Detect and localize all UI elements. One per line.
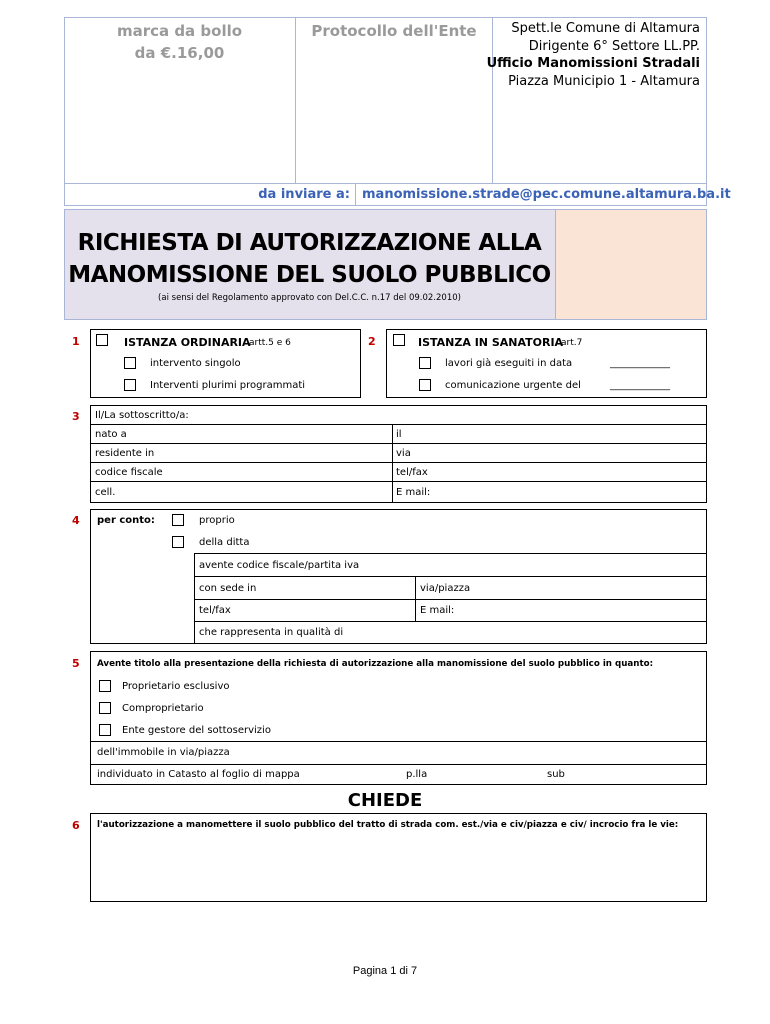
- section-5-option-3: Ente gestore del sottoservizio: [122, 725, 271, 736]
- recipient-line-1: Spett.le Comune di Altamura: [511, 21, 700, 36]
- section-1-articles: artt.5 e 6: [249, 338, 291, 348]
- section-2-option-1: lavori già eseguiti in data: [445, 358, 573, 369]
- section-5-option-3-checkbox[interactable]: [99, 724, 111, 736]
- title-subtitle: (ai sensi del Regolamento approvato con Del.C.C. n.17 del 09.02.2010): [158, 293, 461, 303]
- title-line-2: MANOMISSIONE DEL SUOLO PUBBLICO: [68, 262, 551, 288]
- property-street-label[interactable]: dell'immobile in via/piazza: [97, 747, 230, 758]
- section-4-label: per conto:: [97, 515, 155, 526]
- born-in-label[interactable]: nato a: [95, 429, 127, 440]
- send-to-label: da inviare a:: [258, 187, 350, 202]
- section-4-hline-2: [194, 576, 707, 577]
- section-2-checkbox[interactable]: [393, 334, 405, 346]
- section-2-option-1-checkbox[interactable]: [419, 357, 431, 369]
- header-divider-2: [492, 17, 493, 183]
- section-1-option-2: Interventi plurimi programmati: [150, 380, 306, 391]
- section-3-label: Il/La sottoscritto/a:: [95, 410, 189, 421]
- stamp-line-1: marca da bollo: [116, 22, 243, 40]
- section-4-hline-3: [194, 599, 707, 600]
- company-tax-id-label[interactable]: avente codice fiscale/partita iva: [199, 560, 360, 571]
- section-2-blank-1[interactable]: ____________: [610, 358, 670, 369]
- section-1-option-1-checkbox[interactable]: [124, 357, 136, 369]
- header-divider-h: [64, 183, 707, 184]
- section-3-hline-4: [90, 481, 707, 482]
- fiscal-code-label[interactable]: codice fiscale: [95, 467, 163, 478]
- section-5-heading: Avente titolo alla presentazione della richiesta di autorizzazione alla manomissione del suolo pubblico in quanto:: [97, 659, 654, 669]
- company-seat-label[interactable]: con sede in: [199, 583, 257, 594]
- header-divider-3: [355, 183, 356, 206]
- section-4-option-1-checkbox[interactable]: [172, 514, 184, 526]
- company-phone-label[interactable]: tel/fax: [199, 605, 231, 616]
- section-2-option-2: comunicazione urgente del: [445, 380, 581, 391]
- section-4-option-1: proprio: [199, 515, 235, 526]
- parcel-label[interactable]: p.lla: [406, 769, 428, 780]
- email-label[interactable]: E mail:: [396, 487, 431, 498]
- stamp-line-2: da €.16,00: [134, 44, 225, 62]
- cadastre-sheet-label[interactable]: individuato in Catasto al foglio di mappa: [97, 769, 300, 780]
- section-1-option-1: intervento singolo: [150, 358, 241, 369]
- section-2-blank-2[interactable]: ____________: [610, 380, 670, 391]
- section-6-number: 6: [72, 819, 80, 832]
- section-1-number: 1: [72, 335, 80, 348]
- section-2-heading: ISTANZA IN SANATORIA: [418, 336, 564, 349]
- recipient-line-4: Piazza Municipio 1 - Altamura: [508, 74, 700, 89]
- header-divider-1: [295, 17, 296, 183]
- section-2-articles: art.7: [561, 338, 583, 348]
- section-3-hline-3: [90, 462, 707, 463]
- section-3-hline-1: [90, 424, 707, 425]
- section-1-checkbox[interactable]: [96, 334, 108, 346]
- section-1-option-2-checkbox[interactable]: [124, 379, 136, 391]
- section-3-number: 3: [72, 410, 80, 423]
- section-5-number: 5: [72, 657, 80, 670]
- section-4-number: 4: [72, 514, 80, 527]
- section-5-hline-2: [90, 764, 707, 765]
- chiede-heading: CHIEDE: [347, 790, 423, 811]
- recipient-line-2: Dirigente 6° Settore LL.PP.: [528, 39, 700, 54]
- resident-in-label[interactable]: residente in: [95, 448, 155, 459]
- section-4-option-2: della ditta: [199, 537, 250, 548]
- phone-fax-label[interactable]: tel/fax: [396, 467, 428, 478]
- sub-label[interactable]: sub: [547, 769, 565, 780]
- company-street-label[interactable]: via/piazza: [420, 583, 471, 594]
- section-2-option-2-checkbox[interactable]: [419, 379, 431, 391]
- section-3-vline: [392, 424, 393, 503]
- title-line-1: RICHIESTA DI AUTORIZZAZIONE ALLA: [77, 230, 542, 256]
- section-6-heading: l'autorizzazione a manomettere il suolo pubblico del tratto di strada com. est./via e civ/piazza e civ/ incrocio fra le vie:: [97, 820, 679, 830]
- section-4-option-2-checkbox[interactable]: [172, 536, 184, 548]
- section-5-option-2: Comproprietario: [122, 703, 204, 714]
- section-5-option-2-checkbox[interactable]: [99, 702, 111, 714]
- section-5-hline-1: [90, 741, 707, 742]
- street-label[interactable]: via: [396, 448, 411, 459]
- section-5-option-1-checkbox[interactable]: [99, 680, 111, 692]
- section-5-option-1: Proprietario esclusivo: [122, 681, 230, 692]
- protocol-label: Protocollo dell'Ente: [311, 22, 477, 40]
- recipient-line-3: Ufficio Manomissioni Stradali: [486, 56, 700, 71]
- section-2-number: 2: [368, 335, 376, 348]
- mobile-label[interactable]: cell.: [95, 487, 116, 498]
- section-1-heading: ISTANZA ORDINARIA: [124, 336, 251, 349]
- section-4-hline-4: [194, 621, 707, 622]
- section-4-vline-2: [415, 576, 416, 621]
- section-4-hline-1: [194, 553, 707, 554]
- page-number: Pagina 1 di 7: [352, 965, 418, 977]
- title-side-box: [555, 210, 706, 319]
- company-email-label[interactable]: E mail:: [420, 605, 455, 616]
- representative-role-label[interactable]: che rappresenta in qualità di: [199, 627, 344, 638]
- send-to-email[interactable]: manomissione.strade@pec.comune.altamura.ba.it: [362, 187, 731, 202]
- section-3-hline-2: [90, 443, 707, 444]
- born-on-label[interactable]: il: [396, 429, 402, 440]
